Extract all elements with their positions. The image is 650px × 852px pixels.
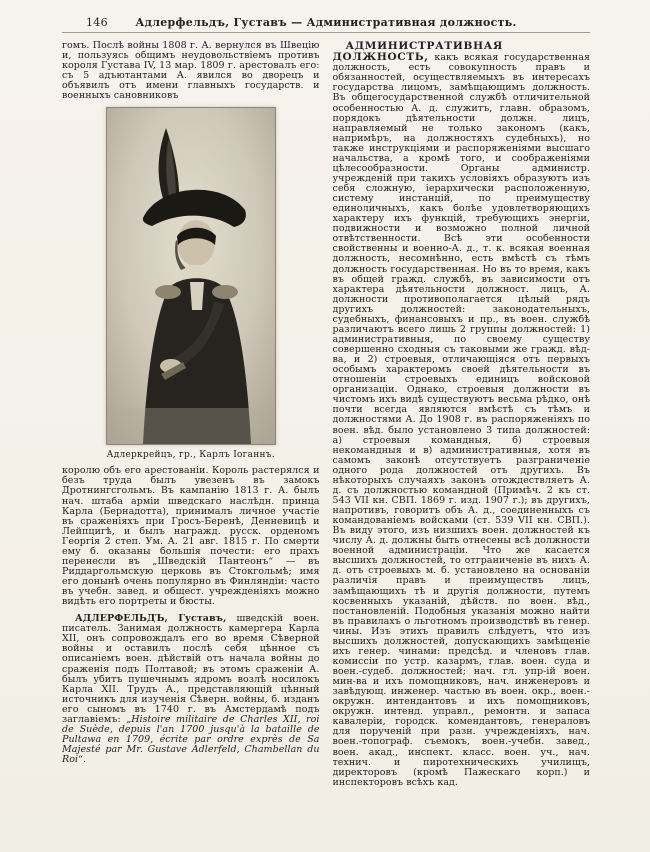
running-header: Адлерфельдъ, Густавъ — Административная должность.	[135, 16, 517, 29]
article-admin-text: какъ всякая государственная должность, есть совокупность правъ и обязанностей, осуществляемыхъ въ интересахъ государства лицомъ, замѣщающимъ должность. Въ общегосударственной службѣ отличительной особенностью А. д. служитъ, главн. образомъ, порядокъ дѣятельности должн. лицъ, направляемый не только закономъ (какъ, напримѣръ, на должностяхъ судебныхъ), но также инструкціями и распоряженіями высшаго начальства, а кромѣ того, и соображеніями цѣлесообразности. Органы администр. учрежденій при такихъ условіяхъ образуютъ изъ себя сложную, іерархически расположенную, систему инстанцій, по преимуществу единоличныхъ, какъ болѣе удовлетворяющихъ характеру ихъ функцій, требующихъ энергіи, подвижности и возможно полной личной отвѣтственности. Всѣ эти особенности свойственны и военно-А. д., т. к. всякая военная должность, несомнѣнно, есть вмѣстѣ съ тѣмъ должность государственная. Но въ то время, какъ въ общей гражд. службѣ, въ зависимости отъ характера дѣятельности должност. лицъ, А. должности противополагается цѣлый рядъ другихъ должностей: законодательныхъ, судебныхъ, финансовыхъ и пр., въ воен. службѣ различаютъ всего лишь 2 группы должностей: 1) административныя, по своему существу совершенно сходныя съ таковыми же гражд. вѣд-ва, и 2) строевыя, отличающіяся отъ первыхъ особымъ характеромъ своей дѣятельности въ отношеніи строевыхъ единицъ войсковой организаціи. Однако, строевыя должности въ чистомъ ихъ видѣ существуютъ весьма рѣдко, онѣ почти всегда являются вмѣстѣ съ тѣмъ и должностями А. До 1908 г. въ распоряженіяхъ по воен. вѣд. было установлено 3 типа должностей: а) строевыя командныя, б) строевыя некомандныя и в) административныя, хотя въ самомъ законѣ отсутствуетъ разграниченіе одного рода должностей отъ другихъ. Въ нѣкоторыхъ случаяхъ законъ отождествляетъ А. д. съ должностью командной (Примѣч. 2 къ ст. 543 VII кн. СВП. 1869 г. изд. 1907 г.); въ другихъ, напротивъ, говоритъ объ А. д., соединенныхъ съ командованіемъ войсками (ст. 539 VII кн. СВП.). Въ виду этого, изъ низшихъ воен. должностей къ числу А. д. должны быть отнесены всѣ должности военной администраціи. Что же касается высшихъ должностей, то отграниченіе въ нихъ А. д. отъ строевыхъ м. б. установлено на основаніи различія правъ и преимуществъ лицъ, замѣщающихъ тѣ и другія должности, путемъ косвенныхъ указаній, дѣйств. по воен. вѣд., постановленій. Подобныя указанія можно найти въ правилахъ о льготномъ производствѣ въ генер. чины. Изъ этихъ правилъ слѣдуетъ, что изъ высшихъ должностей, допускающихъ замѣщеніе ихъ генер. чинами: предсѣд. и членовъ глав. комиссіи по устр. казармъ, глав. воен. суда и воен.-судеб. должностей; нач. гл. упр-ій воен. мин-ва и ихъ помощниковъ, нач. инженеровъ и завѣдующ. инженер. частью въ воен. окр., воен.-окружн. интендантовъ и ихъ помощниковъ, окружн. интенд. управл., ремонтн. и запаса кавалеріи, городск. комендантовъ, генераловъ для порученій при разн. учрежденіяхъ, нач. воен.-топограф. съемокъ, воен.-учебн. завед., воен. акад., инспект. класс. воен. уч., нач. технич. и пиротехническихъ училищъ, директоровъ (кромѣ Пажескаго корп.) и инспекторовъ всѣхъ кад.	[332, 52, 590, 788]
portrait-caption: Адлеркрейцъ, гр., Карлъ Іоганнъ.	[106, 450, 275, 461]
continuation-paragraph: гомъ. Послѣ войны 1808 г. А. вернулся въ Швецію и, пользуясь общимъ неудовольствіемъ противъ короля Густава IV, 13 мар. 1809 г. арестовалъ его: съ 5 адъютантами А. явился во дворецъ и объявилъ отъ имени главныхъ государств. и военныхъ сановниковъ	[62, 41, 320, 102]
page-header	[62, 16, 590, 29]
article-admin-doljnost	[333, 41, 591, 788]
right-column	[333, 41, 591, 831]
article-adlerfeld-french-title: „Histoire militaire de Charles XII, roi de Suède, depuis l'an 1700 jusqu'à la bataille de Pultawa en 1709, écrite par ordre exprès de Sa Majesté par Mr. Gustave Adlerfeld, Chambellan du Roi“.	[62, 713, 320, 766]
portrait-figure	[62, 107, 320, 461]
left-column	[62, 41, 320, 831]
article-admin-title: АДМИНИСТРАТИВНАЯ ДОЛЖНОСТЬ,	[332, 41, 503, 64]
portrait-illustration-icon	[107, 108, 275, 444]
article-adlerfeld-title: АДЛЕРФЕЛЬДЪ, Густавъ,	[75, 613, 227, 625]
page-number: 146	[86, 16, 108, 29]
article-adlerfeld	[62, 614, 320, 765]
two-column-body	[62, 41, 590, 831]
portrait-engraving	[106, 107, 276, 445]
header-rule	[62, 32, 590, 33]
article-adlerfeld-text: шведскій воен. писатель. Занимая должность камергера Карла XII, онъ сопровождалъ его во время Сѣверной войны и оставилъ послѣ себя цѣнное съ описаніемъ воен. дѣйствій отъ начала войны до сраженія подъ Полтавой; въ этомъ сраженіи А. былъ убитъ пушечнымъ ядромъ возлѣ носилокъ Карла XII. Трудъ А., представляющій цѣнный источникъ для изученія Сѣверн. войны, б. изданъ его сыномъ въ 1740 г. въ Амстердамѣ подъ заглавіемъ:	[62, 613, 320, 725]
after-portrait-paragraph: королю объ его арестованіи. Король растерялся и безъ труда былъ увезенъ въ замокъ Дротнингсгольмъ. Въ кампанію 1813 г. А. былъ нач. штаба арміи шведскаго наслѣдн. принца Карла (Бернадотта), принималъ личное участіе въ сраженіяхъ при Гросъ-Беренѣ, Денневицѣ и Лейпцигѣ, и былъ награжд. русск. орденомъ Георгія 2 степ. Ум. А. 21 авг. 1815 г. По смерти ему б. оказаны большія почести: его прахъ перенесли въ „Шведскій Пантеонъ“ — въ Риддаргольмскую церковь въ Стокгольмѣ; имя его донынѣ очень популярно въ Финляндіи: часто въ учебн. завед. и общест. учрежденіяхъ можно видѣть его портреты и бюсты.	[62, 465, 320, 608]
